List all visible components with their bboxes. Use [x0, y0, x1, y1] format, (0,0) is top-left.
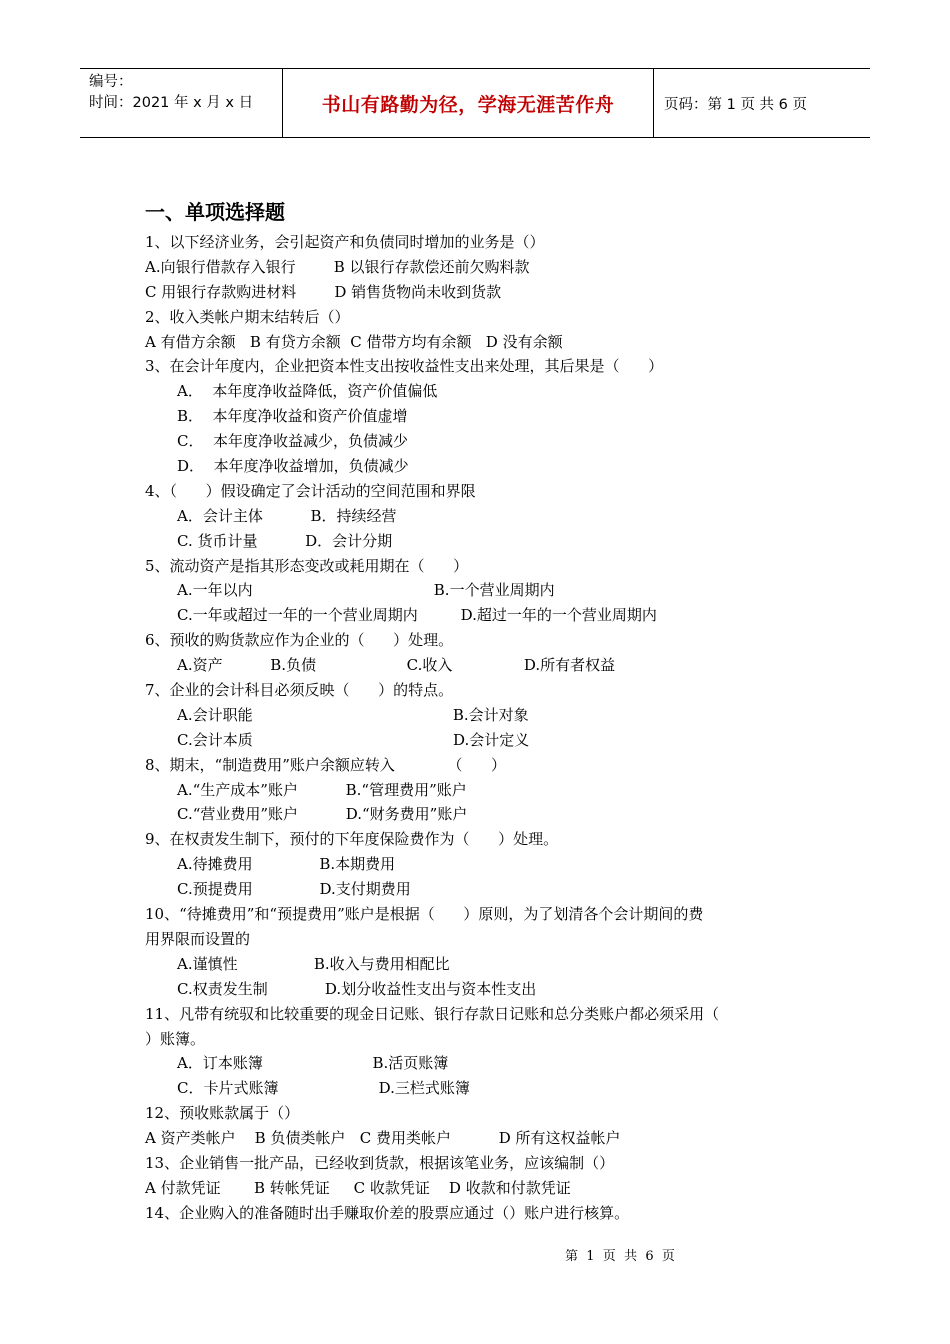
question-line: 7、企业的会计科目必须反映（ ）的特点。: [145, 681, 454, 700]
question-line: A 有借方余额 B 有贷方余额 C 借带方均有余额 D 没有余额: [145, 332, 563, 351]
document-body: [145, 194, 825, 1226]
question-line: C.会计本质 D.会计定义: [177, 730, 530, 749]
question-line: A 资产类帐户 B 负债类帐户 C 费用类帐户 D 所有这权益帐户: [145, 1129, 621, 1148]
question-line: 用界限而设置的: [145, 929, 251, 948]
header-page-info: 页码：第 1 页 共 6 页: [664, 96, 807, 113]
question-line: 5、流动资产是指其形态变改或耗用期在（ ）: [145, 556, 469, 575]
question-line: A.谨慎性 B.收入与费用相配比: [177, 954, 450, 973]
footer-page-number: 第 1 页 共 6 页: [565, 1249, 675, 1264]
question-line: 6、预收的购货款应作为企业的（ ）处理。: [145, 631, 454, 650]
header-number: 编号：: [89, 74, 133, 90]
question-line: C． 本年度净收益减少，负债减少: [177, 432, 409, 451]
question-line: 3、在会计年度内，企业把资本性支出按收益性支出来处理，其后果是（ ）: [145, 357, 664, 376]
question-line: 1、以下经济业务，会引起资产和负债同时增加的业务是（）: [145, 233, 545, 251]
question-line: A 付款凭证 B 转帐凭证 C 收款凭证 D 收款和付款凭证: [145, 1178, 571, 1197]
page-header: [80, 68, 870, 138]
question-line: D． 本年度净收益增加，负债减少: [177, 457, 409, 476]
question-line: 2、收入类帐户期末结转后（）: [145, 307, 350, 326]
header-date: 时间：2021 年 x 月 x 日: [89, 95, 254, 111]
question-line: ）账簿。: [145, 1029, 206, 1048]
question-line: A.资产 B.负债 C.收入 D.所有者权益: [177, 656, 616, 675]
question-line: C.一年或超过一年的一个营业周期内 D.超过一年的一个营业周期内: [177, 606, 657, 625]
question-line: C.“营业费用”账户 D.“财务费用”账户: [177, 805, 468, 824]
question-line: C.权责发生制 D.划分收益性支出与资本性支出: [177, 979, 537, 998]
question-line: A．会计主体 B．持续经营: [177, 506, 397, 525]
question-line: 12、预收账款属于（）: [145, 1104, 300, 1123]
question-line: A．订本账簿 B.活页账簿: [177, 1054, 449, 1073]
question-line: 8、期末，“制造费用”账户余额应转入 （ ）: [145, 755, 506, 774]
question-line: A.会计职能 B.会计对象: [177, 705, 529, 724]
question-line: B． 本年度净收益和资产价值虚增: [177, 407, 408, 426]
question-line: C.预提费用 D.支付期费用: [177, 880, 411, 899]
question-line: A.“生产成本”账户 B.“管理费用”账户: [177, 780, 467, 799]
question-line: C．卡片式账簿 D.三栏式账簿: [177, 1079, 470, 1098]
question-line: A.待摊费用 B.本期费用: [177, 855, 396, 874]
question-line: A.向银行借款存入银行 B 以银行存款偿还前欠购料款: [145, 257, 530, 276]
header-motto-cell: [283, 69, 653, 137]
question-line: 9、在权责发生制下，预付的下年度保险费作为（ ）处理。: [145, 830, 559, 849]
question-line: C 用银行存款购进材料 D 销售货物尚未收到货款: [145, 282, 502, 301]
question-line: 11、凡带有统驭和比较重要的现金日记账、银行存款日记账和总分类账户都必须采用（: [145, 1004, 720, 1023]
question-line: A． 本年度净收益降低，资产价值偏低: [177, 382, 438, 401]
header-motto: 书山有路勤为径，学海无涯苦作舟: [321, 93, 615, 116]
question-line: C. 货币计量 D．会计分期: [177, 531, 393, 550]
question-line: A.一年以内 B.一个营业周期内: [177, 581, 555, 600]
question-line: 13、企业销售一批产品，已经收到货款，根据该笔业务，应该编制（）: [145, 1153, 615, 1172]
question-list: [145, 230, 825, 1226]
question-line: 10、“待摊费用”和“预提费用”账户是根据（ ）原则，为了划清各个会计期间的费: [145, 905, 704, 924]
question-line: 14、企业购入的准备随时出手赚取价差的股票应通过（）账户进行核算。: [145, 1203, 630, 1222]
section-title: 一、单项选择题: [145, 200, 285, 224]
header-meta: [80, 69, 282, 137]
question-line: 4、（ ）假设确定了会计活动的空间范围和界限: [145, 481, 476, 500]
